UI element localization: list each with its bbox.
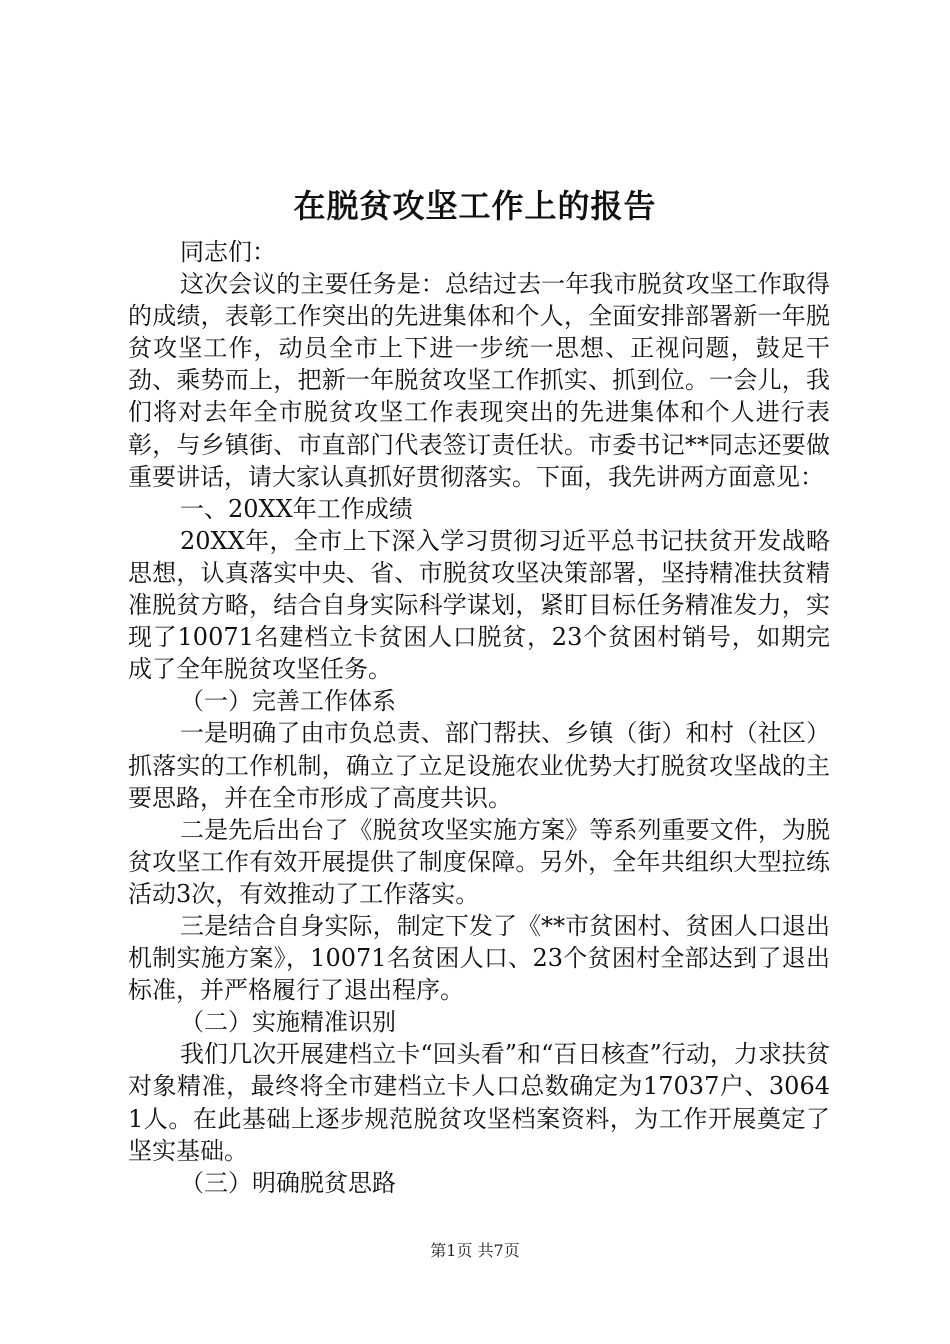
subsection-heading-3: （三）明确脱贫思路: [180, 1168, 396, 1197]
paragraph-point-2: 二是先后出台了《脱贫攻坚实施方案》等系列重要文件，为脱贫攻坚工作有效开展提供了制度保障。另外，全年共组织大型拉练活动3次，有效推动了工作落实。: [128, 815, 830, 908]
paragraph-point-1: 一是明确了由市负总责、部门帮扶、乡镇（街）和村（社区）抓落实的工作机制，确立了立足设施农业优势大打脱贫攻坚战的主要思路，并在全市形成了高度共识。: [128, 719, 830, 812]
paragraph-achievements: 20XX年，全市上下深入学习贯彻习近平总书记扶贫开发战略思想，认真落实中央、省、市脱贫攻坚决策部署，坚持精准扶贫精准脱贫方略，结合自身实际科学谋划，紧盯目标任务精准发力，实现了10071名建档立卡贫困人口脱贫，23个贫困村销号，如期完成了全年脱贫攻坚任务。: [128, 526, 830, 684]
paragraph-identification: 我们几次开展建档立卡“回头看”和“百日核查”行动，力求扶贫对象精准，最终将全市建档立卡人口总数确定为17037户、30641人。在此基础上逐步规范脱贫攻坚档案资料，为工作开展奠定了坚实基础。: [128, 1040, 830, 1165]
subsection-heading-1: （一）完善工作体系: [180, 687, 396, 716]
document-title: 在脱贫攻坚工作上的报告: [293, 187, 657, 225]
paragraph-point-3: 三是结合自身实际，制定下发了《**市贫困村、贫困人口退出机制实施方案》，10071名贫困人口、23个贫困村全部达到了退出标准，并严格履行了退出程序。: [128, 911, 830, 1005]
salutation: 同志们：: [180, 238, 276, 266]
document-body: [128, 236, 830, 1199]
subsection-heading-2: （二）实施精准识别: [180, 1008, 396, 1037]
section-heading-1: 一、20XX年工作成绩: [180, 494, 413, 523]
page-number-footer: 第1页 共7页: [430, 1241, 520, 1260]
paragraph-intro: 这次会议的主要任务是：总结过去一年我市脱贫攻坚工作取得的成绩，表彰工作突出的先进集体和个人，全面安排部署新一年脱贫攻坚工作，动员全市上下进一步统一思想、正视问题，鼓足干劲、乘势而上，把新一年脱贫攻坚工作抓实、抓到位。一会儿，我们将对去年全市脱贫攻坚工作表现突出的先进集体和个人进行表彰，与乡镇街、市直部门代表签订责任状。市委书记**同志还要做重要讲话，请大家认真抓好贯彻落实。下面，我先讲两方面意见：: [128, 270, 830, 491]
